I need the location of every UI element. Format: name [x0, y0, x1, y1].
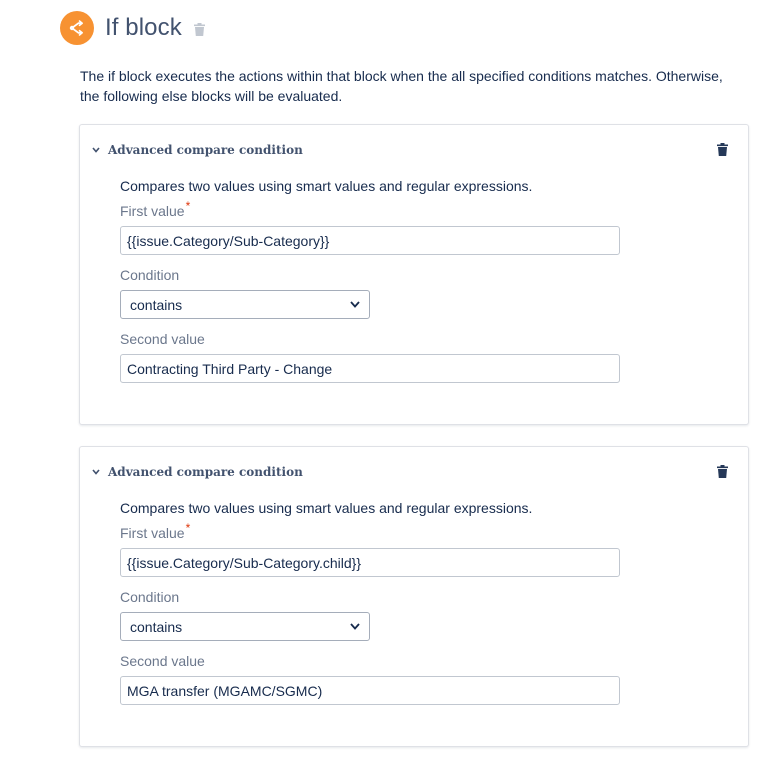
- page-title: If block: [105, 14, 182, 41]
- condition-title: Advanced compare condition: [108, 465, 303, 479]
- first-value-label: First value*: [120, 521, 191, 541]
- delete-condition-button[interactable]: [717, 143, 728, 156]
- required-marker: *: [185, 199, 191, 213]
- condition-description: Compares two values using smart values and regular expressions.: [120, 178, 533, 194]
- required-marker: *: [185, 521, 191, 535]
- trash-icon: [194, 23, 205, 36]
- block-description: The if block executes the actions within that block when the all specified conditions matches. Otherwise, the following else blocks will be evaluated.: [80, 68, 723, 104]
- condition-description: Compares two values using smart values and regular expressions.: [120, 500, 533, 516]
- second-value-label: Second value: [120, 653, 205, 669]
- condition-select[interactable]: [120, 612, 370, 641]
- first-value-input[interactable]: [120, 226, 620, 255]
- trash-icon: [717, 465, 728, 478]
- condition-card: [79, 446, 749, 747]
- condition-card: [79, 124, 749, 425]
- first-value-label: First value*: [120, 199, 191, 219]
- chevron-down-icon: [350, 301, 360, 308]
- if-block-header: [60, 10, 205, 46]
- condition-toggle[interactable]: [92, 143, 303, 157]
- condition-label: Condition: [120, 589, 180, 605]
- trash-icon: [717, 143, 728, 156]
- delete-block-button[interactable]: [194, 23, 205, 36]
- condition-label: Condition: [120, 267, 180, 283]
- condition-toggle[interactable]: [92, 465, 303, 479]
- second-value-input[interactable]: [120, 676, 620, 705]
- chevron-down-icon: [350, 623, 360, 630]
- second-value-input[interactable]: [120, 354, 620, 383]
- chevron-down-icon: [92, 469, 102, 475]
- second-value-label: Second value: [120, 331, 205, 347]
- condition-select-value: contains: [130, 618, 183, 635]
- chevron-down-icon: [92, 147, 102, 153]
- condition-select-value: contains: [130, 296, 183, 313]
- first-value-input[interactable]: [120, 548, 620, 577]
- if-branch-icon: [60, 11, 94, 45]
- delete-condition-button[interactable]: [717, 465, 728, 478]
- condition-title: Advanced compare condition: [108, 143, 303, 157]
- condition-select[interactable]: [120, 290, 370, 319]
